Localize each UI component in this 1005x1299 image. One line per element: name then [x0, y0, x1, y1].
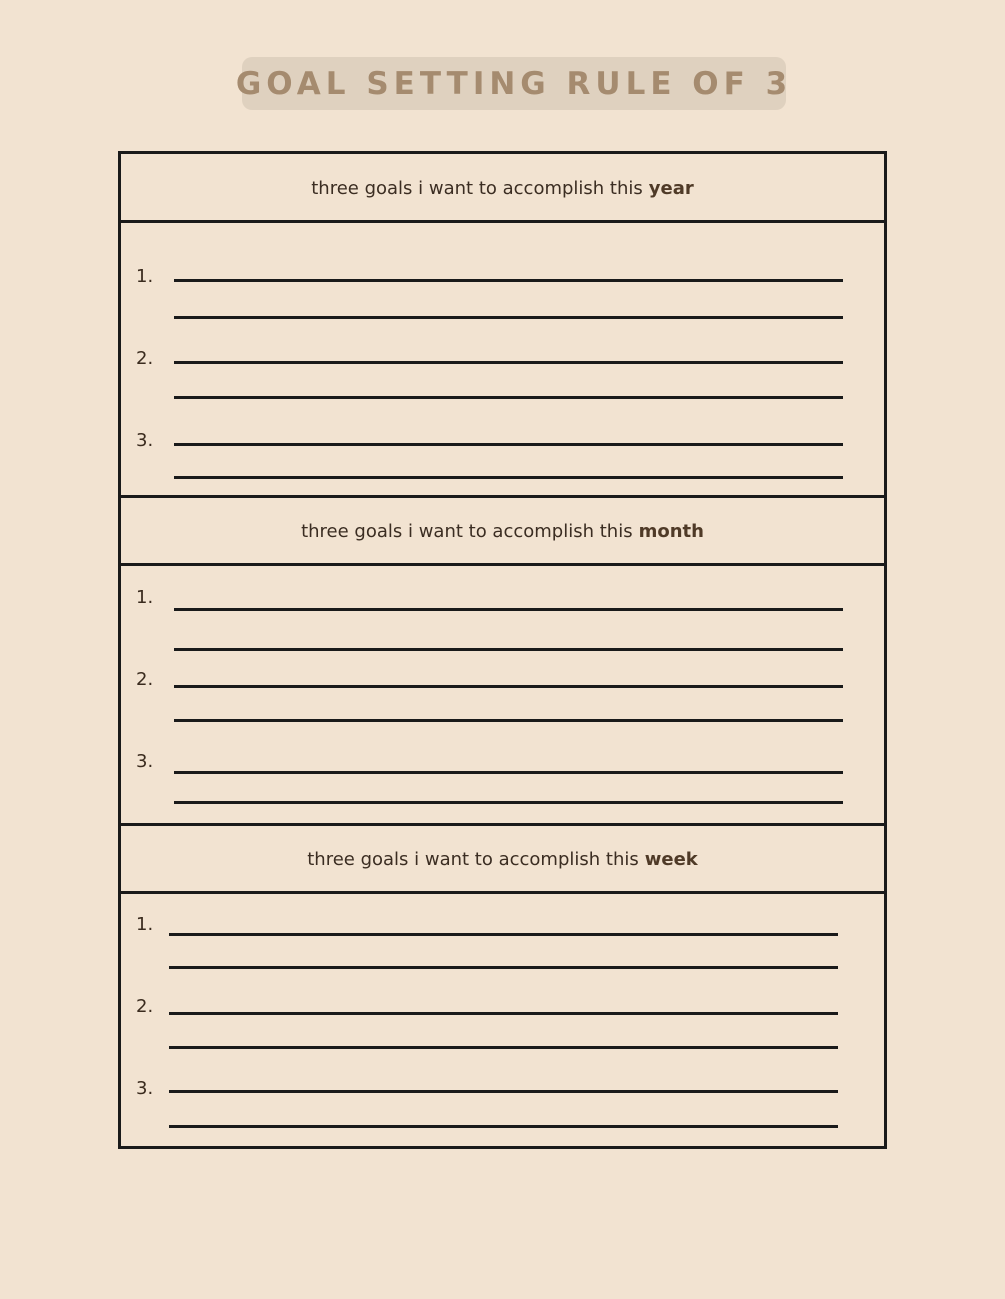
- section-header-emphasis: year: [648, 177, 694, 199]
- write-line-3b: [174, 476, 843, 479]
- write-line-3a: [169, 1090, 838, 1093]
- write-line-3b: [174, 801, 843, 804]
- page-title: GOAL SETTING RULE OF 3: [235, 65, 793, 102]
- write-line-2b: [169, 1046, 838, 1049]
- write-line-2a: [169, 1012, 838, 1015]
- write-line-1b: [169, 966, 838, 969]
- goal-number: 3.: [136, 1078, 154, 1099]
- section-header-month: [121, 497, 884, 565]
- section-header-text: three goals i want to accomplish this: [307, 848, 639, 870]
- write-line-1a: [174, 279, 843, 282]
- section-header-emphasis: week: [644, 848, 698, 870]
- write-line-2b: [174, 396, 843, 399]
- write-line-1b: [174, 316, 843, 319]
- goal-sheet: [118, 151, 887, 1149]
- goal-number: 1.: [136, 266, 154, 287]
- write-line-1b: [174, 648, 843, 651]
- goal-number: 1.: [136, 914, 154, 935]
- goal-number: 3.: [136, 430, 154, 451]
- goal-number: 3.: [136, 751, 154, 772]
- goal-number: 2.: [136, 348, 154, 369]
- write-line-2a: [174, 685, 843, 688]
- write-line-3a: [174, 443, 843, 446]
- write-line-2a: [174, 361, 843, 364]
- goal-number: 1.: [136, 587, 154, 608]
- write-line-2b: [174, 719, 843, 722]
- write-line-1a: [174, 608, 843, 611]
- section-header-text: three goals i want to accomplish this: [311, 177, 643, 199]
- section-header-week: [121, 825, 884, 893]
- section-header-text: three goals i want to accomplish this: [301, 520, 633, 542]
- write-line-3b: [169, 1125, 838, 1128]
- write-line-3a: [174, 771, 843, 774]
- section-header-emphasis: month: [638, 520, 704, 542]
- title-badge: [235, 57, 793, 110]
- goal-number: 2.: [136, 996, 154, 1017]
- header-divider: [121, 891, 884, 894]
- goal-number: 2.: [136, 669, 154, 690]
- header-divider: [121, 563, 884, 566]
- header-divider: [121, 220, 884, 223]
- section-header-year: [121, 154, 884, 222]
- write-line-1a: [169, 933, 838, 936]
